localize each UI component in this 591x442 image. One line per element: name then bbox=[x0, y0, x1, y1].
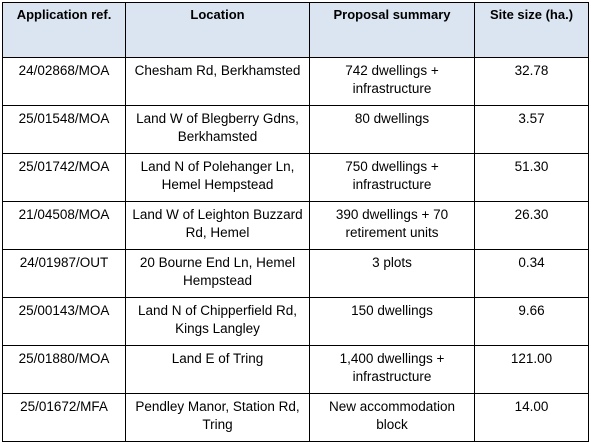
table-body bbox=[3, 58, 589, 442]
table-row bbox=[3, 202, 589, 250]
cell-proposal-summary: 1,400 dwellings + infrastructure bbox=[310, 346, 475, 394]
table-header bbox=[3, 3, 589, 58]
table-row bbox=[3, 154, 589, 202]
cell-location: Land W of Blegberry Gdns, Berkhamsted bbox=[126, 106, 310, 154]
header-proposal-summary: Proposal summary bbox=[310, 3, 475, 58]
cell-application-ref: 25/01672/MFA bbox=[3, 394, 126, 442]
cell-application-ref: 24/02868/MOA bbox=[3, 58, 126, 106]
cell-location: Chesham Rd, Berkhamsted bbox=[126, 58, 310, 106]
cell-application-ref: 25/01742/MOA bbox=[3, 154, 126, 202]
cell-location: Land N of Polehanger Ln, Hemel Hempstead bbox=[126, 154, 310, 202]
table-row bbox=[3, 298, 589, 346]
header-application-ref: Application ref. bbox=[3, 3, 126, 58]
header-site-size: Site size (ha.) bbox=[475, 3, 589, 58]
cell-site-size: 14.00 bbox=[475, 394, 589, 442]
cell-location: 20 Bourne End Ln, Hemel Hempstead bbox=[126, 250, 310, 298]
cell-proposal-summary: 750 dwellings + infrastructure bbox=[310, 154, 475, 202]
cell-location: Land N of Chipperfield Rd, Kings Langley bbox=[126, 298, 310, 346]
cell-application-ref: 24/01987/OUT bbox=[3, 250, 126, 298]
cell-site-size: 9.66 bbox=[475, 298, 589, 346]
cell-site-size: 3.57 bbox=[475, 106, 589, 154]
cell-site-size: 51.30 bbox=[475, 154, 589, 202]
cell-proposal-summary: 80 dwellings bbox=[310, 106, 475, 154]
cell-application-ref: 25/01548/MOA bbox=[3, 106, 126, 154]
cell-proposal-summary: New accommodation block bbox=[310, 394, 475, 442]
cell-application-ref: 25/01880/MOA bbox=[3, 346, 126, 394]
cell-proposal-summary: 3 plots bbox=[310, 250, 475, 298]
cell-location: Pendley Manor, Station Rd, Tring bbox=[126, 394, 310, 442]
table-row bbox=[3, 58, 589, 106]
table-row bbox=[3, 106, 589, 154]
cell-application-ref: 25/00143/MOA bbox=[3, 298, 126, 346]
cell-proposal-summary: 742 dwellings + infrastructure bbox=[310, 58, 475, 106]
cell-location: Land W of Leighton Buzzard Rd, Hemel bbox=[126, 202, 310, 250]
table-row bbox=[3, 346, 589, 394]
table-row bbox=[3, 394, 589, 442]
cell-site-size: 26.30 bbox=[475, 202, 589, 250]
cell-site-size: 32.78 bbox=[475, 58, 589, 106]
cell-proposal-summary: 150 dwellings bbox=[310, 298, 475, 346]
header-row bbox=[3, 3, 589, 58]
planning-applications-table bbox=[2, 2, 589, 442]
header-location: Location bbox=[126, 3, 310, 58]
cell-site-size: 121.00 bbox=[475, 346, 589, 394]
cell-site-size: 0.34 bbox=[475, 250, 589, 298]
cell-proposal-summary: 390 dwellings + 70 retirement units bbox=[310, 202, 475, 250]
table-row bbox=[3, 250, 589, 298]
cell-location: Land E of Tring bbox=[126, 346, 310, 394]
cell-application-ref: 21/04508/MOA bbox=[3, 202, 126, 250]
